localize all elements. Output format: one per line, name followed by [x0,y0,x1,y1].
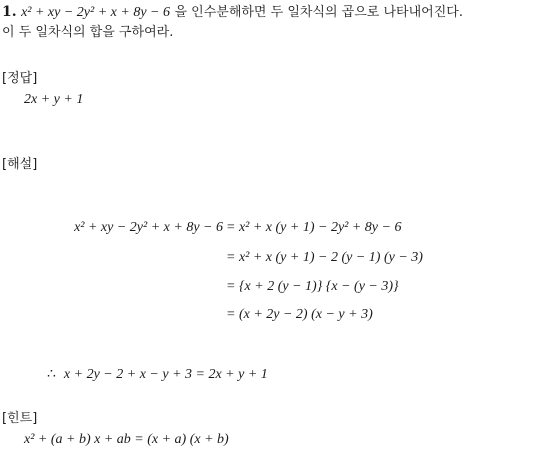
answer-label: [정답] [2,71,38,86]
answer-value: 2x + y + 1 [24,92,84,107]
problem-line-1 [2,3,463,22]
hint-label: [힌트] [2,411,38,426]
therefore-symbol: ∴ [47,367,56,382]
problem-text-1: 을 인수분해하면 두 일차식의 곱으로 나타내어진다. [174,5,463,20]
solution-conclusion-line [47,366,268,384]
hint-formula: x² + (a + b) x + ab = (x + a) (x + b) [24,432,229,447]
problem-line-2: 이 두 일차식의 합을 구하여라. [2,25,174,40]
solution-conclusion: x + 2y − 2 + x − y + 3 = 2x + y + 1 [63,367,268,382]
problem-number: 1. [2,4,17,20]
solution-lhs: x² + xy − 2y² + x + 8y − 6 [74,220,223,235]
solution-step-4: = (x + 2y − 2) (x − y + 3) [226,307,373,322]
problem-expression: x² + xy − 2y² + x + 8y − 6 [21,5,170,20]
solution-label: [해설] [2,157,38,172]
solution-step-1: = x² + x (y + 1) − 2y² + 8y − 6 [226,220,402,235]
solution-step-3: = {x + 2 (y − 1)} {x − (y − 3)} [226,279,399,294]
solution-step-2: = x² + x (y + 1) − 2 (y − 1) (y − 3) [226,250,423,265]
